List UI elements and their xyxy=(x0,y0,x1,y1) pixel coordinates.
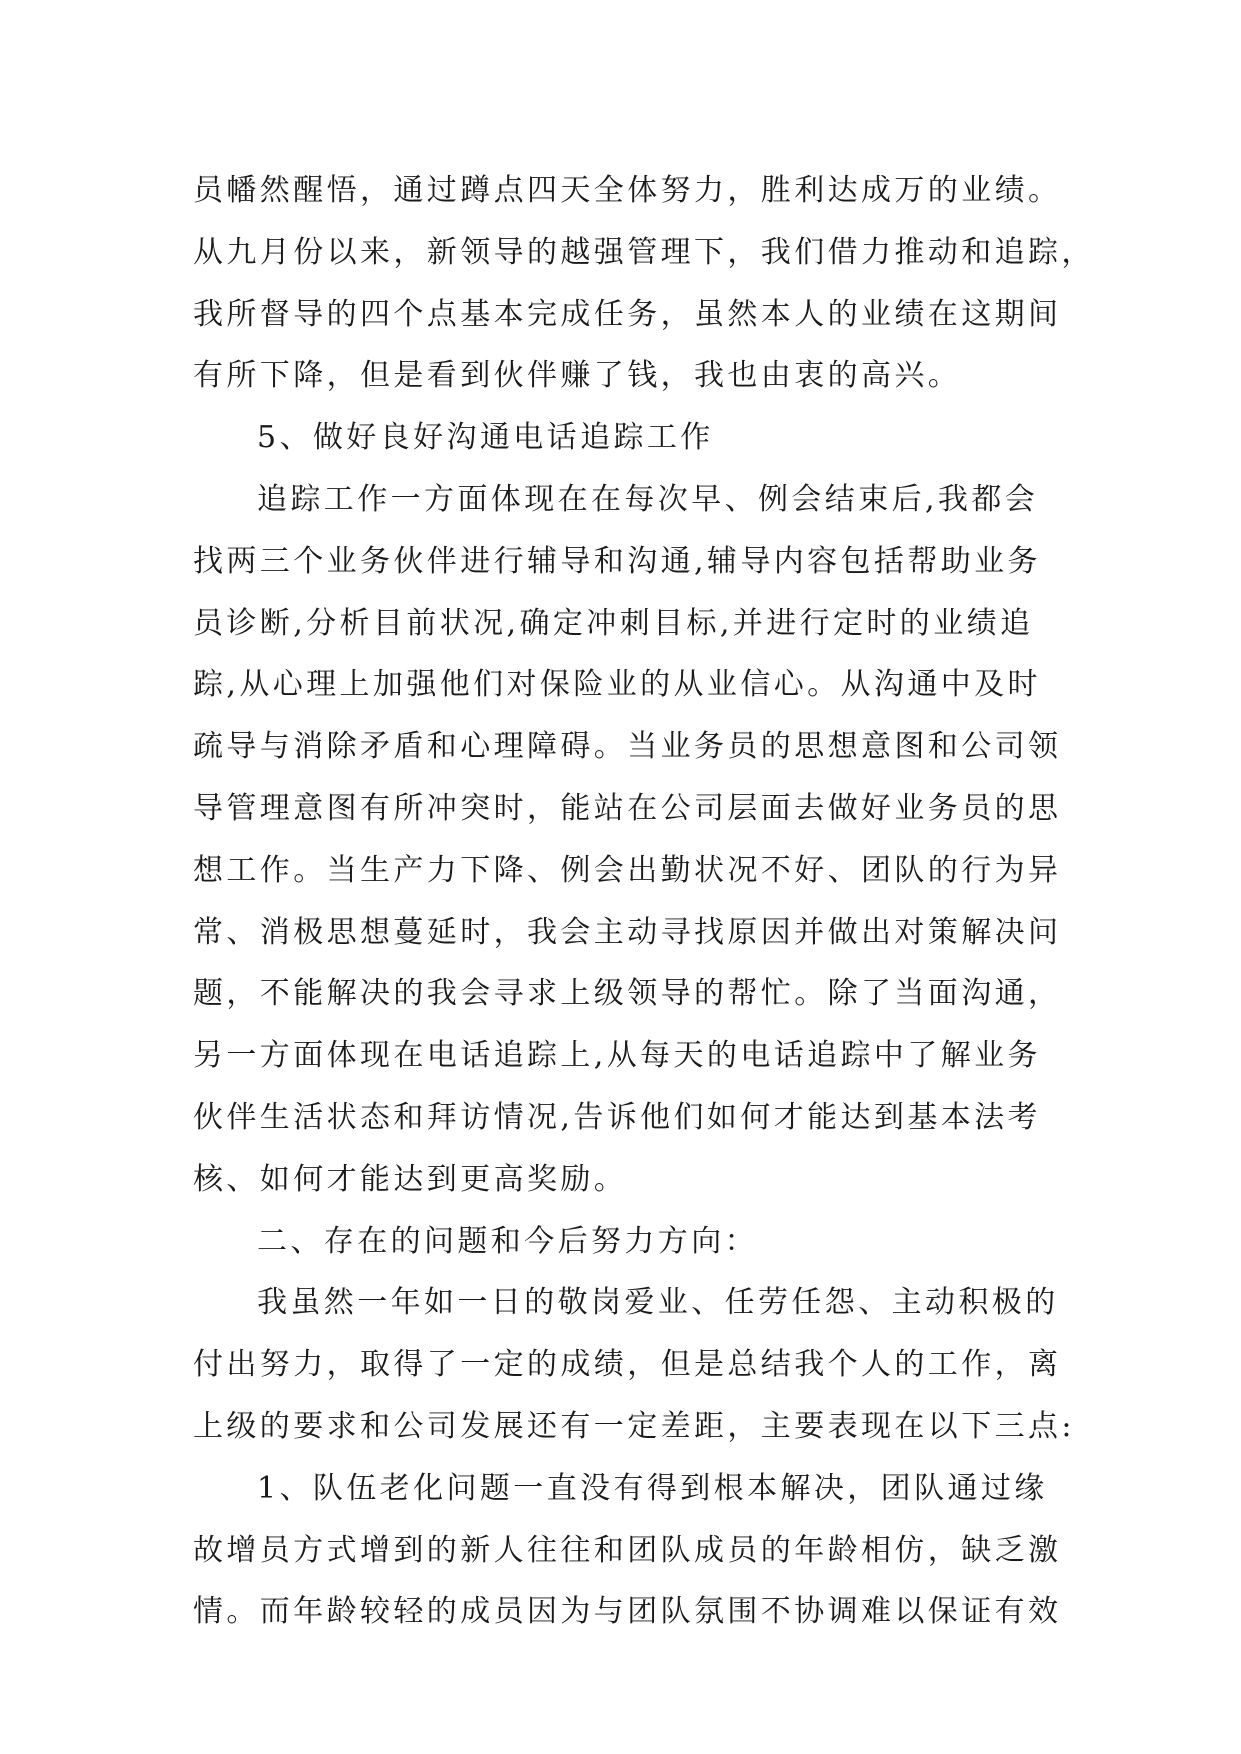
body-line: 我所督导的四个点基本完成任务，虽然本人的业绩在这期间 xyxy=(193,296,1062,332)
body-line: 导管理意图有所冲突时，能站在公司层面去做好业务员的思 xyxy=(193,790,1062,826)
body-line: 员幡然醒悟，通过蹲点四天全体努力，胜利达成万的业绩。 xyxy=(193,173,1062,208)
body-line: 找两三个业务伙伴进行辅导和沟通,辅导内容包括帮助业务 xyxy=(193,543,1041,579)
body-line: 从九月份以来，新领导的越强管理下，我们借力推动和追踪， xyxy=(193,234,1095,270)
section-heading: 二、存在的问题和今后努力方向： xyxy=(257,1223,758,1259)
body-line: 上级的要求和公司发展还有一定差距，主要表现在以下三点: xyxy=(193,1408,1075,1444)
body-line: 疏导与消除矛盾和心理障碍。当业务员的思想意图和公司领 xyxy=(193,729,1062,765)
body-line: 我虽然一年如一日的敬岗爱业、任劳任怨、主动积极的 xyxy=(257,1285,1059,1321)
body-line: 常、消极思想蔓延时，我会主动寻找原因并做出对策解决问 xyxy=(193,914,1062,950)
body-line: 有所下降，但是看到伙伴赚了钱，我也由衷的高兴。 xyxy=(193,358,962,394)
body-line: 付出努力，取得了一定的成绩，但是总结我个人的工作，离 xyxy=(193,1347,1062,1383)
body-line: 情。而年龄较轻的成员因为与团队氛围不协调难以保证有效 xyxy=(193,1594,1062,1630)
section-heading: 5、做好良好沟通电话追踪工作 xyxy=(257,420,714,456)
body-line: 追踪工作一方面体现在在每次早、例会结束后,我都会 xyxy=(257,481,1039,517)
body-line: 核、如何才能达到更高奖励。 xyxy=(193,1161,628,1197)
body-line: 另一方面体现在电话追踪上,从每天的电话追踪中了解业务 xyxy=(193,1038,1041,1074)
body-line: 故增员方式增到的新人往往和团队成员的年龄相仿，缺乏激 xyxy=(193,1532,1062,1568)
body-line: 伙伴生活状态和拜访情况,告诉他们如何才能达到基本法考 xyxy=(193,1099,1041,1135)
body-line: 想工作。当生产力下降、例会出勤状况不好、团队的行为异 xyxy=(193,852,1062,888)
document-body xyxy=(193,160,1095,1643)
body-line: 题，不能解决的我会寻求上级领导的帮忙。除了当面沟通， xyxy=(193,976,1062,1012)
body-line: 员诊断,分析目前状况,确定冲刺目标,并进行定时的业绩追 xyxy=(193,605,1034,641)
body-line: 1、队伍老化问题一直没有得到根本解决，团队通过缘 xyxy=(257,1470,1048,1506)
body-line: 踪,从心理上加强他们对保险业的从业信心。从沟通中及时 xyxy=(193,667,1041,703)
